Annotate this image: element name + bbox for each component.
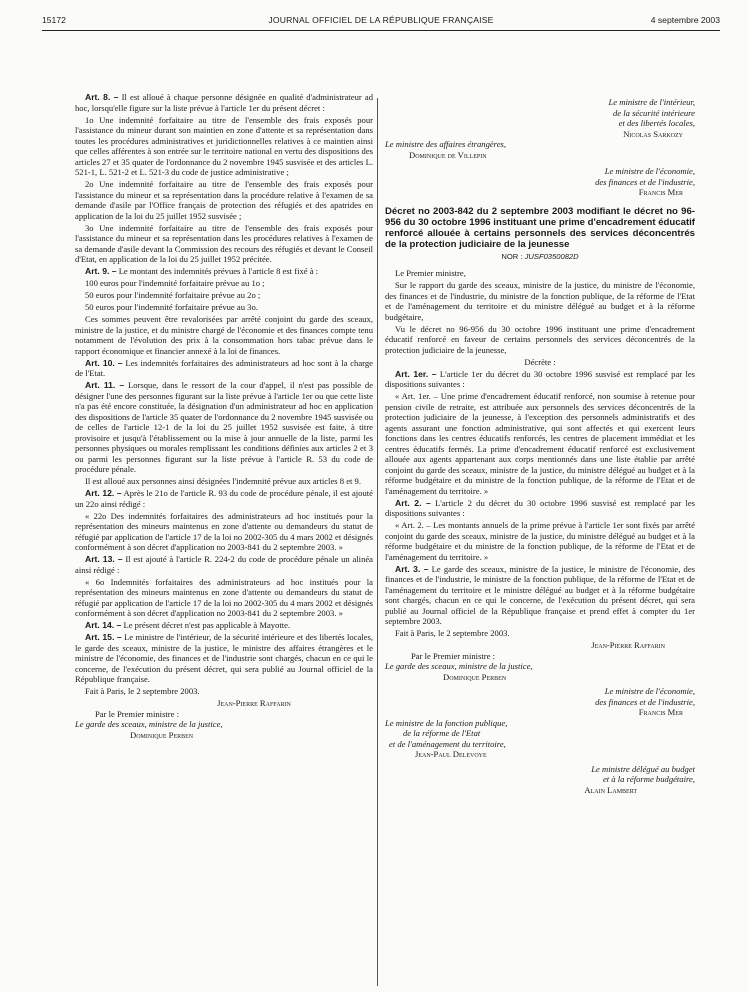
article-9-para-2: Ces sommes peuvent être revalorisées par arrêté conjoint du garde des sceaux, ministre de la justice, et du ministre chargé de l'économie et des finances compte tenu notamment de l'évolution des prix à la consommation hors tabac prévue dans le rapport économique et financier annexé à la loi de finances. — [75, 314, 373, 356]
garde-des-sceaux-role-2: Le garde des sceaux, ministre de la justice, — [385, 661, 533, 671]
economy-role-1: Le ministre de l'économie, — [604, 166, 695, 176]
article-1-quote: « Art. 1er. – Une prime d'encadrement éducatif renforcé, non soumise à retenue pour pension civile de retraite, est attribuée aux personnels des services déconcentrés de la protection judiciaire de la jeunesse, à l'exception des personnels administratifs et des agents assurant une fonction administrative, qui sont affectés et qui exercent leurs fonctions dans les centres éducatifs renforcés, les centres de placement immédiat et les centres éducatifs fermés. La prime d'encadrement éducatif renforcé est exclusivement allouée aux agents appartenant aux corps mentionnés dans une liste établie par arrêté conjoint du garde des sceaux, ministre de la justice, du ministre délégué au budget et à la réforme budgétaire et du ministre de la fonction publique, de la réforme de l'Etat et de l'aménagement du territoire. » — [385, 391, 695, 496]
article-8-item-1: 1o Une indemnité forfaitaire au titre de l'ensemble des frais exposés pour l'assistance du mineur durant son maintien en zone d'attente et sa représentation dans toutes les procédures administratives et juridictionnelles relatives à ce maintien ainsi que celles afférentes à son entrée sur le territoire national en vertu des dispositions des articles 27 et 35 quater de l'ordonnance du 2 novembre 1945 susvisée et des articles L. 521-1, L. 521-2 et L. 521-3 du code de justice administrative ; — [75, 114, 373, 177]
article-1: Art. 1er. – L'article 1er du décret du 30 octobre 1996 susvisé est remplacé par les dispositions suivantes : — [385, 368, 695, 389]
interior-role-2: de la sécurité intérieure — [612, 107, 695, 118]
budget-name: Alain Lambert — [584, 784, 637, 795]
interior-name: Nicolas Sarkozy — [623, 128, 683, 139]
premier-ministre-line: Le Premier ministre, — [395, 268, 466, 278]
page-header — [42, 15, 720, 29]
budget-role-1: Le ministre délégué au budget — [591, 763, 695, 774]
article-8-item-3: 3o Une indemnité forfaitaire au titre de l'ensemble des frais exposés pour l'assistance du mineur et sa représentation dans les procédures relatives à l'examen de sa demande d'asile devant la Commission des recours des réfugiés et devant le Conseil d'Etat, en application de la loi du 25 juillet 1952 précitée. — [75, 222, 373, 264]
vu-paragraph: Vu le décret no 96-956 du 30 octobre 1996 instituant une prime d'encadrement éducatif renforcé en faveur de certains personnels des services déconcentrés de la protection judiciaire de la jeunesse, — [385, 323, 695, 355]
decree-title: Décret no 2003-842 du 2 septembre 2003 modifiant le décret no 96-956 du 30 octobre 1996 instituant une prime d'encadrement éducatif renforcé allouée à certains personnels des services déconcentrés de la protection judiciaire de la jeunesse — [385, 205, 695, 250]
article-3: Art. 3. – Le garde des sceaux, ministre de la justice, le ministre de l'économie, des finances et de l'industrie, le ministre de la fonction publique, de la réforme de l'Etat et de l'aménagement du territoire et le ministre délégué au budget et à la réforme budgétaire sont chargés, chacun en ce qui le concerne, de l'exécution du présent décret, qui sera publié au Journal officiel de la République française et prend effet à compter du 1er septembre 2003. — [385, 563, 695, 626]
par-premier-ministre: Par le Premier ministre : — [95, 708, 180, 719]
article-9-line-2: 50 euros pour l'indemnité forfaitaire prévue au 2o ; — [85, 290, 261, 300]
article-9: Art. 9. – Le montant des indemnités prévues à l'article 8 est fixé à : — [85, 266, 319, 276]
article-2: Art. 2. – L'article 2 du décret du 30 octobre 1996 susvisé est remplacé par les dispositions suivantes : — [385, 497, 695, 518]
column-divider — [377, 98, 378, 986]
public-service-role-3: et de l'aménagement du territoire, — [389, 738, 506, 749]
signer-prime-minister: Jean-Pierre Raffarin — [217, 698, 291, 708]
article-13: Art. 13. – Il est ajouté à l'article R. 224-2 du code de procédure pénale un alinéa ainsi rédigé : — [75, 554, 373, 575]
article-10: Art. 10. – Les indemnités forfaitaires des administrateurs ad hoc sont à la charge de l'Etat. — [75, 357, 373, 378]
economy-name-2: Francis Mer — [638, 707, 683, 717]
decrete-line: Décrète : — [524, 356, 556, 367]
article-9-line-3: 50 euros pour l'indemnité forfaitaire prévue au 3o. — [85, 302, 258, 312]
article-13-quote: « 6o Indemnités forfaitaires des administrateurs ad hoc institués pour la représentation des mineurs maintenus en zone d'attente ou demandeurs du statut de réfugié par application de l'article 17 de la loi no 2002-305 du 4 mars 2002 et désignés conformément à son décret d'application no 2003-841 du 2 septembre 2003. » — [75, 576, 373, 618]
public-service-role-1: Le ministre de la fonction publique, — [385, 717, 508, 728]
article-9-line-1: 100 euros pour l'indemnité forfaitaire prévue au 1o ; — [85, 278, 265, 288]
foreign-affairs-name: Dominique de Villepin — [409, 149, 487, 160]
foreign-affairs-role: Le ministre des affaires étrangères, — [385, 139, 507, 149]
economy-role-2: des finances et de l'industrie, — [595, 176, 695, 187]
left-column — [75, 92, 373, 987]
article-15: Art. 15. – Le ministre de l'intérieur, de la sécurité intérieure et des libertés locales, le garde des sceaux, ministre de la justice, le ministre des affaires étrangères et le ministre de l'économie, des finances et de l'industrie sont chargés, chacun en ce qui le concerne, de l'exécution du présent décret, qui sera publié au Journal officiel de la République française. — [75, 632, 373, 684]
fait-a-paris-2: Fait à Paris, le 2 septembre 2003. — [395, 628, 510, 638]
article-2-quote: « Art. 2. – Les montants annuels de la prime prévue à l'article 1er sont fixés par arrêté conjoint du garde des sceaux, ministre de la justice, du ministre délégué au budget et à la réforme budgétaire et du ministre de la fonction publique, de la réforme de l'Etat et de l'aménagement du territoire. » — [385, 520, 695, 562]
page-number: 15172 — [42, 15, 66, 25]
right-column — [385, 97, 695, 992]
economy-role-1b: Le ministre de l'économie, — [604, 686, 695, 696]
public-service-role-2: de la réforme de l'Etat — [403, 728, 481, 738]
public-service-name: Jean-Paul Delevoye — [415, 749, 487, 759]
fait-a-paris: Fait à Paris, le 2 septembre 2003. — [85, 686, 200, 696]
nor-reference: NOR : JUSF0350082D — [501, 251, 579, 261]
economy-name: Francis Mer — [638, 187, 683, 197]
signer-prime-minister-2: Jean-Pierre Raffarin — [591, 640, 665, 650]
article-14: Art. 14. – Le présent décret n'est pas applicable à Mayotte. — [85, 620, 291, 630]
journal-title: JOURNAL OFFICIEL DE LA RÉPUBLIQUE FRANÇAISE — [268, 15, 494, 25]
article-8-item-2: 2o Une indemnité forfaitaire au titre de l'ensemble des frais exposés pour l'assistance du mineur et sa représentation dans la procédure relative à l'examen de sa demande d'asile par l'Office français de protection des réfugiés et des apatrides en application de la loi du 25 juillet 1952 susvisée ; — [75, 179, 373, 221]
garde-des-sceaux-role: Le garde des sceaux, ministre de la justice, — [75, 719, 223, 729]
rapport-paragraph: Sur le rapport du garde des sceaux, ministre de la justice, du ministre de l'économie, des finances et de l'industrie, du ministre de la fonction publique, de la réforme de l'Etat et de l'aménagement du territoire et du ministre délégué au budget et à la réforme budgétaire, — [385, 280, 695, 322]
article-12-quote: « 22o Des indemnités forfaitaires des administrateurs ad hoc institués pour la représentation des mineurs maintenus en zone d'attente ou demandeurs du statut de réfugié par application de l'article 17 de la loi no 2002-305 du 4 mars 2002 et désignés conformément à son décret d'application no 2003-841 du 2 septembre 2003. » — [75, 510, 373, 552]
header-rule — [42, 30, 720, 31]
garde-des-sceaux-name-2: Dominique Perben — [443, 671, 507, 682]
article-11: Art. 11. – Lorsque, dans le ressort de la cour d'appel, il n'est pas possible de désigner l'une des personnes figurant sur la liste prévue à l'article 1er ou que cette liste n'a pas été encore constituée, la désignation d'un administrateur ad hoc en application des dispositions de l'article 35 quater de l'ordonnance du 2 novembre 1945 susvisée ou de celles de l'article 12-1 de la loi du 25 juillet 1952 susvisée est faite, à titre provisoire et jusqu'à l'établissement ou la mise à jour annuelle de la liste, parmi les personnes physiques ou morales remplissant les conditions définies aux articles 2 et 3 ou parmi les personnes figurant sur la liste prévue à l'article R. 53 du code de procédure pénale. — [75, 380, 373, 474]
issue-date: 4 septembre 2003 — [650, 15, 720, 25]
par-premier-ministre-2: Par le Premier ministre : — [411, 650, 496, 661]
article-8: Art. 8. – Il est alloué à chaque personne désignée en qualité d'administrateur ad hoc, lorsqu'elle figure sur la liste prévue à l'article 1er du présent décret : — [75, 92, 373, 113]
article-12: Art. 12. – Après le 21o de l'article R. 93 du code de procédure pénale, il est ajouté un 22o ainsi rédigé : — [75, 488, 373, 509]
article-11-para-2: Il est alloué aux personnes ainsi désignées l'indemnité prévue aux articles 8 et 9. — [85, 476, 361, 486]
interior-role-3: et des libertés locales, — [618, 118, 695, 128]
economy-role-2b: des finances et de l'industrie, — [595, 696, 695, 707]
garde-des-sceaux-name: Dominique Perben — [130, 729, 194, 740]
interior-role-1: Le ministre de l'intérieur, — [608, 97, 695, 107]
budget-role-2: et à la réforme budgétaire, — [602, 774, 695, 784]
